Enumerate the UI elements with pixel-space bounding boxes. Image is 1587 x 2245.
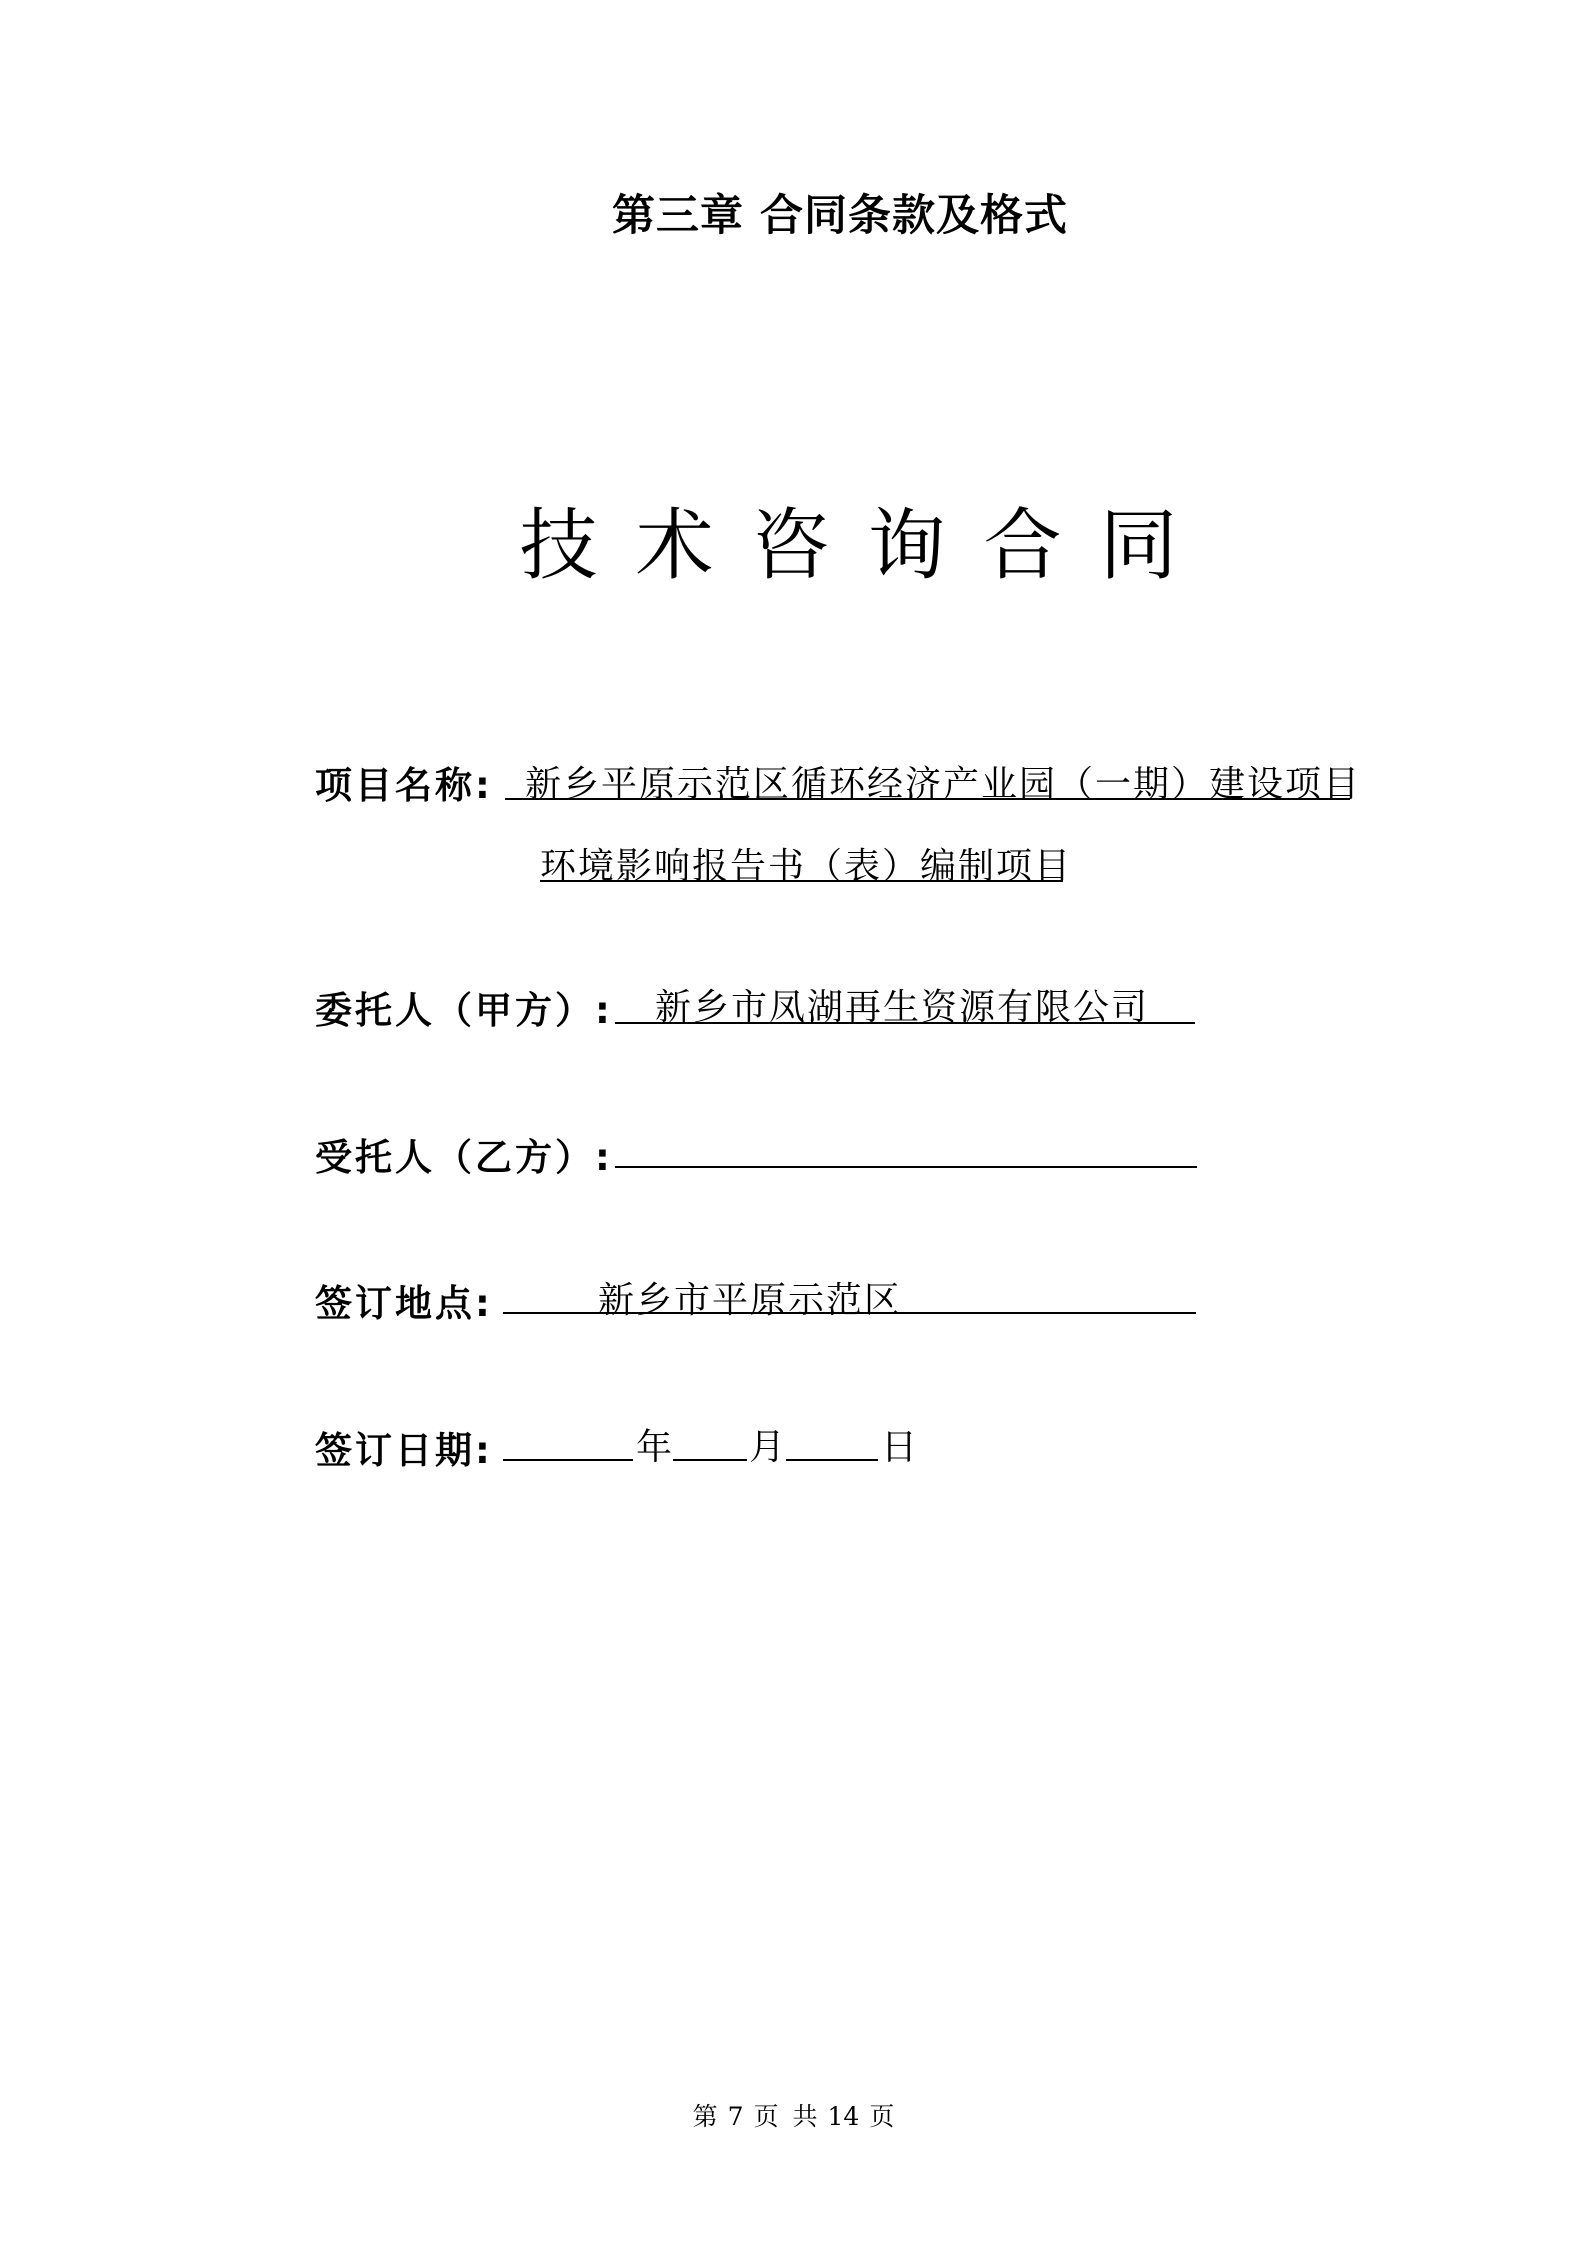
signing-place-value: 新乡市平原示范区 — [598, 1280, 903, 1321]
page-footer — [0, 2097, 1587, 2133]
party-a-underline — [615, 1022, 1195, 1024]
project-name-value-line1: 新乡平原示范区循环经济产业园（一期）建设项目 — [525, 764, 1362, 805]
footer-prefix: 第 — [692, 2102, 718, 2131]
signing-date-day-blank — [786, 1459, 878, 1461]
project-name-underline-1 — [505, 798, 1350, 800]
signing-place-underline — [503, 1312, 1196, 1314]
party-a-label: 委托人（甲方）: — [315, 989, 613, 1032]
footer-total-pages: 14 — [827, 2102, 860, 2131]
signing-date-month-unit: 月 — [749, 1427, 788, 1468]
signing-date-year-unit: 年 — [636, 1427, 675, 1468]
party-a-value: 新乡市凤湖再生资源有限公司 — [655, 987, 1150, 1028]
project-name-value-line2: 环境影响报告书（表）编制项目 — [540, 846, 1073, 887]
party-b-underline — [615, 1166, 1197, 1168]
signing-date-month-blank — [673, 1459, 747, 1461]
project-name-underline-2 — [540, 880, 1063, 882]
party-b-label: 受托人（乙方）: — [315, 1136, 613, 1179]
signing-date-year-blank — [503, 1459, 633, 1461]
signing-place-label: 签订地点: — [315, 1282, 493, 1325]
signing-date-label: 签订日期: — [315, 1429, 493, 1472]
signing-date-day-unit: 日 — [881, 1427, 920, 1468]
footer-suffix: 页 — [869, 2102, 895, 2131]
contract-title: 技术咨询合同 — [519, 501, 1216, 591]
footer-current-page: 7 — [727, 2102, 744, 2131]
project-name-label: 项目名称: — [315, 764, 493, 807]
chapter-heading: 第三章 合同条款及格式 — [612, 191, 1068, 241]
footer-middle: 页 共 — [753, 2102, 818, 2131]
